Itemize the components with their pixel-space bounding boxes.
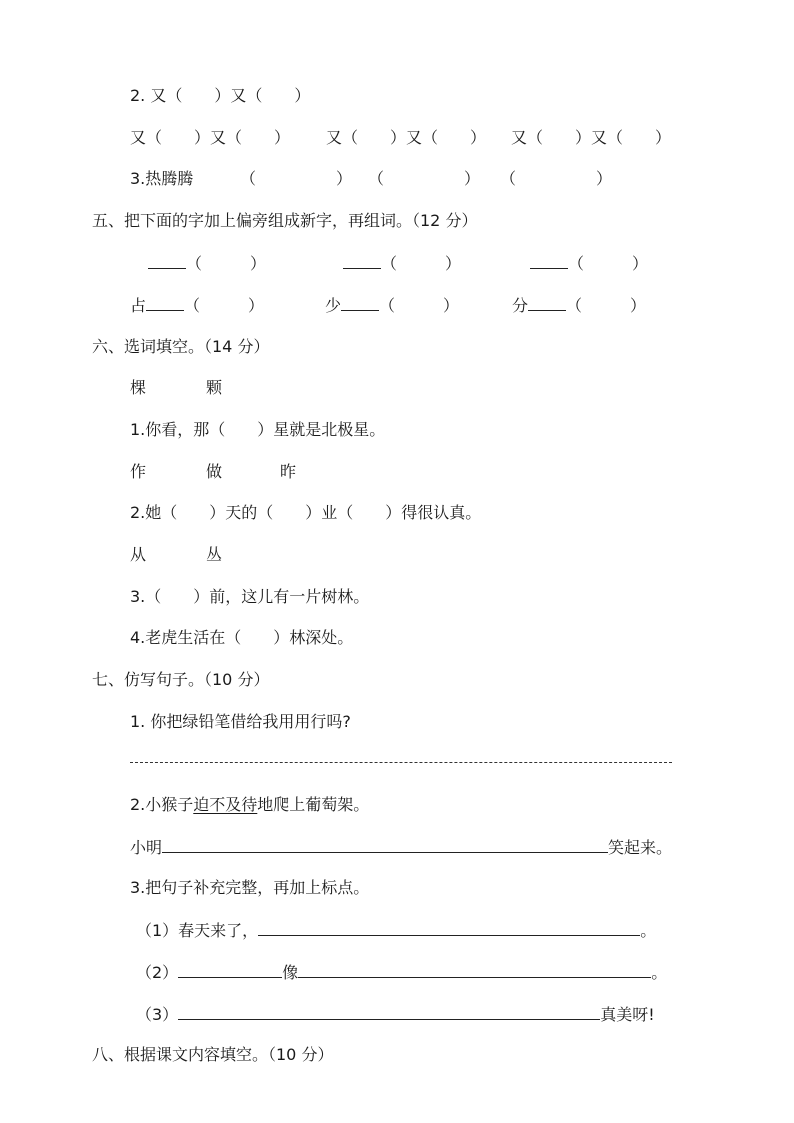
q7-answer-suffix: 笑起来。: [608, 838, 673, 857]
q6-word-option: 丛: [206, 545, 223, 564]
q7-answer-prefix: 小明: [130, 838, 163, 857]
q7-sub3-label: （3）: [136, 1005, 179, 1024]
q6-word-option: 作: [130, 462, 147, 481]
q5-char: 分: [512, 296, 529, 315]
q6-item1: 1.你看，那（ ）星就是北极星。: [130, 420, 386, 439]
q6-item2: 2.她（ ）天的（ ）业（ ）得很认真。: [130, 503, 482, 522]
q7-heading: 七、仿写句子。（10 分）: [92, 670, 270, 689]
q4-item3-blank: （ ）: [240, 169, 353, 188]
q7-sub2-label: （2）: [136, 963, 179, 982]
q7-sub1-end: 。: [640, 921, 657, 940]
q7-item2: [130, 795, 369, 815]
q7-sub2-mid: 像: [282, 963, 299, 982]
q6-item4: 4.老虎生活在（ ）林深处。: [130, 628, 354, 647]
q5-paren: （ ）: [568, 254, 649, 273]
q5-heading: 五、把下面的字加上偏旁组成新字，再组词。（12 分）: [92, 211, 478, 230]
q7-sub2: [136, 962, 667, 982]
q7-item2-prefix: 2.小猴子: [130, 795, 194, 814]
fill-blank[interactable]: [341, 295, 379, 311]
answer-line[interactable]: [178, 1004, 600, 1020]
q7-item2-underlined-phrase: 迫不及待: [193, 795, 258, 814]
q5-radical-row-1: [148, 253, 266, 273]
q5-char: 少: [325, 296, 342, 315]
q5-char-row: [512, 295, 646, 315]
q4-row-c: 又（ ）又（ ）: [511, 128, 672, 147]
answer-line[interactable]: [178, 962, 282, 978]
q7-sub2-end: 。: [651, 963, 668, 982]
fill-blank[interactable]: [530, 253, 568, 269]
q5-paren: （ ）: [566, 296, 647, 315]
q7-sub1-label: （1）春天来了，: [136, 921, 259, 940]
q8-heading: 八、根据课文内容填空。（10 分）: [92, 1045, 334, 1064]
q5-paren: （ ）: [381, 254, 462, 273]
q5-char-row: [130, 295, 264, 315]
q7-sub1: [136, 920, 656, 940]
q6-word-option: 做: [206, 462, 223, 481]
q4-item2: 2. 又（ ）又（ ）: [130, 86, 311, 105]
q7-sub3: [136, 1004, 655, 1024]
fill-blank[interactable]: [528, 295, 566, 311]
fill-blank[interactable]: [343, 253, 381, 269]
answer-dashed-line[interactable]: [130, 762, 672, 763]
q5-char: 占: [130, 296, 147, 315]
q5-paren: （ ）: [184, 296, 265, 315]
q6-word-option: 昨: [280, 462, 297, 481]
q7-item1: 1. 你把绿铅笔借给我用用行吗?: [130, 712, 351, 731]
q4-row-b: 又（ ）又（ ）: [326, 128, 487, 147]
q4-item3-blank: （ ）: [368, 169, 481, 188]
q4-item3-blank: （ ）: [500, 169, 613, 188]
q6-word-option: 颗: [206, 378, 223, 397]
q5-char-row: [325, 295, 459, 315]
answer-line[interactable]: [162, 837, 608, 853]
q5-paren: （ ）: [186, 254, 267, 273]
answer-line[interactable]: [258, 920, 640, 936]
q7-item2-suffix: 地爬上葡萄架。: [257, 795, 370, 814]
q7-item2-answer: [130, 837, 672, 857]
q5-radical-row-1: [530, 253, 648, 273]
q7-sub3-end: 真美呀!: [600, 1005, 655, 1024]
answer-line[interactable]: [298, 962, 651, 978]
q5-paren: （ ）: [379, 296, 460, 315]
fill-blank[interactable]: [148, 253, 186, 269]
q6-word-option: 棵: [130, 378, 147, 397]
q6-word-option: 从: [130, 545, 147, 564]
q5-radical-row-1: [343, 253, 461, 273]
q6-item3: 3.（ ）前，这儿有一片树林。: [130, 587, 370, 606]
q6-heading: 六、选词填空。（14 分）: [92, 337, 270, 356]
q7-item3: 3.把句子补充完整，再加上标点。: [130, 878, 370, 897]
q4-row-a: 又（ ）又（ ）: [130, 128, 291, 147]
fill-blank[interactable]: [146, 295, 184, 311]
q4-item3-label: 3.热腾腾: [130, 169, 194, 188]
